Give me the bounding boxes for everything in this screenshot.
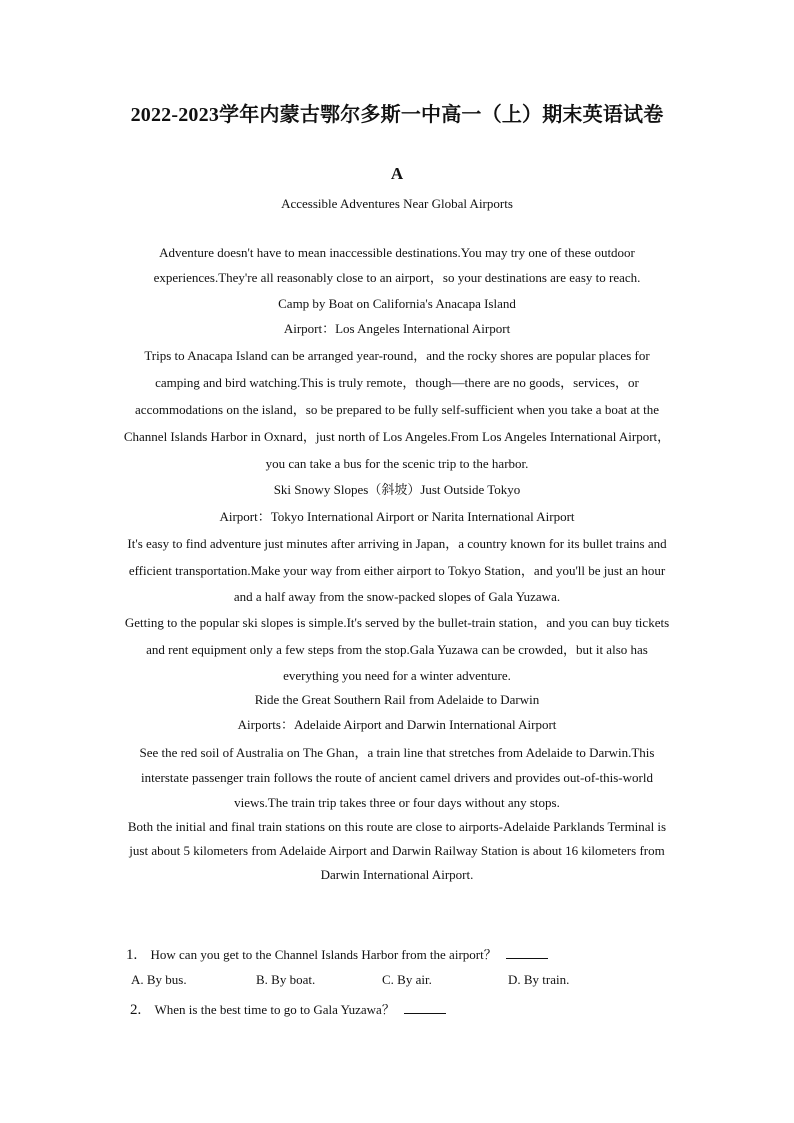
question-number: 2. <box>130 1002 142 1018</box>
passage-heading: Accessible Adventures Near Global Airports <box>281 196 513 211</box>
passage-line: Trips to Anacapa Island can be arranged year-round，and the rocky shores are popular places for <box>144 348 650 363</box>
airport-line: Airport：Los Angeles International Airport <box>283 321 511 336</box>
question-2-stem <box>130 999 446 1019</box>
passage-line: experiences.They're all reasonably close to an airport，so your destinations are easy to reach. <box>153 270 641 285</box>
passage-line: interstate passenger train follows the route of ancient camel drivers and provides out-of-this-world <box>141 770 653 785</box>
passage-line: See the red soil of Australia on The Ghan，a train line that stretches from Adelaide to Darwin.This <box>139 745 655 760</box>
section-label: A <box>390 164 404 183</box>
question-text: When is the best time to go to Gala Yuzawa？ <box>154 1002 395 1017</box>
passage-line: Both the initial and final train stations on this route are close to airports-Adelaide Parklands Terminal is <box>127 819 667 834</box>
passage-line: views.The train trip takes three or four days without any stops. <box>234 795 560 810</box>
question-number: 1. <box>126 947 138 963</box>
passage-line: Getting to the popular ski slopes is simple.It's served by the bullet-train station，and you can buy tickets <box>124 615 670 630</box>
passage-line: accommodations on the island，so be prepared to be fully self-sufficient when you take a boat at the <box>135 402 659 417</box>
passage-line: you can take a bus for the scenic trip to the harbor. <box>265 456 529 471</box>
subheading-tokyo: Ski Snowy Slopes（斜坡）Just Outside Tokyo <box>273 482 521 497</box>
passage-line: Channel Islands Harbor in Oxnard，just north of Los Angeles.From Los Angeles International Airport， <box>123 429 671 444</box>
passage-line: camping and bird watching.This is truly remote，though—there are no goods，services，or <box>155 375 639 390</box>
answer-blank[interactable] <box>404 1001 446 1014</box>
option-d[interactable]: D. By train. <box>508 972 570 987</box>
option-c[interactable]: C. By air. <box>382 972 432 987</box>
passage-line: just about 5 kilometers from Adelaide Airport and Darwin Railway Station is about 16 kilometers from <box>129 843 665 858</box>
question-text: How can you get to the Channel Islands Harbor from the airport？ <box>150 947 497 962</box>
passage-line: everything you need for a winter adventure. <box>283 668 511 683</box>
subheading-anacapa: Camp by Boat on California's Anacapa Island <box>278 296 516 311</box>
exam-title: 2022-2023学年内蒙古鄂尔多斯一中高一（上）期末英语试卷 <box>130 104 664 126</box>
airport-line: Airports：Adelaide Airport and Darwin International Airport <box>237 717 557 732</box>
passage-line: and rent equipment only a few steps from the stop.Gala Yuzawa can be crowded，but it also has <box>146 642 648 657</box>
option-a[interactable]: A. By bus. <box>131 972 187 987</box>
passage-line: and a half away from the snow-packed slopes of Gala Yuzawa. <box>233 589 561 604</box>
passage-line: efficient transportation.Make your way from either airport to Tokyo Station，and you'll be just an hour <box>128 563 666 578</box>
question-1-stem <box>126 944 548 964</box>
passage-line: Adventure doesn't have to mean inaccessible destinations.You may try one of these outdoor <box>159 245 635 260</box>
answer-blank[interactable] <box>506 946 548 959</box>
option-b[interactable]: B. By boat. <box>256 972 316 987</box>
passage-line: It's easy to find adventure just minutes after arriving in Japan，a country known for its bullet trains and <box>127 536 667 551</box>
passage-line: Darwin International Airport. <box>320 867 474 882</box>
airport-line: Airport：Tokyo International Airport or Narita International Airport <box>219 509 575 524</box>
subheading-ghan: Ride the Great Southern Rail from Adelaide to Darwin <box>254 692 540 707</box>
